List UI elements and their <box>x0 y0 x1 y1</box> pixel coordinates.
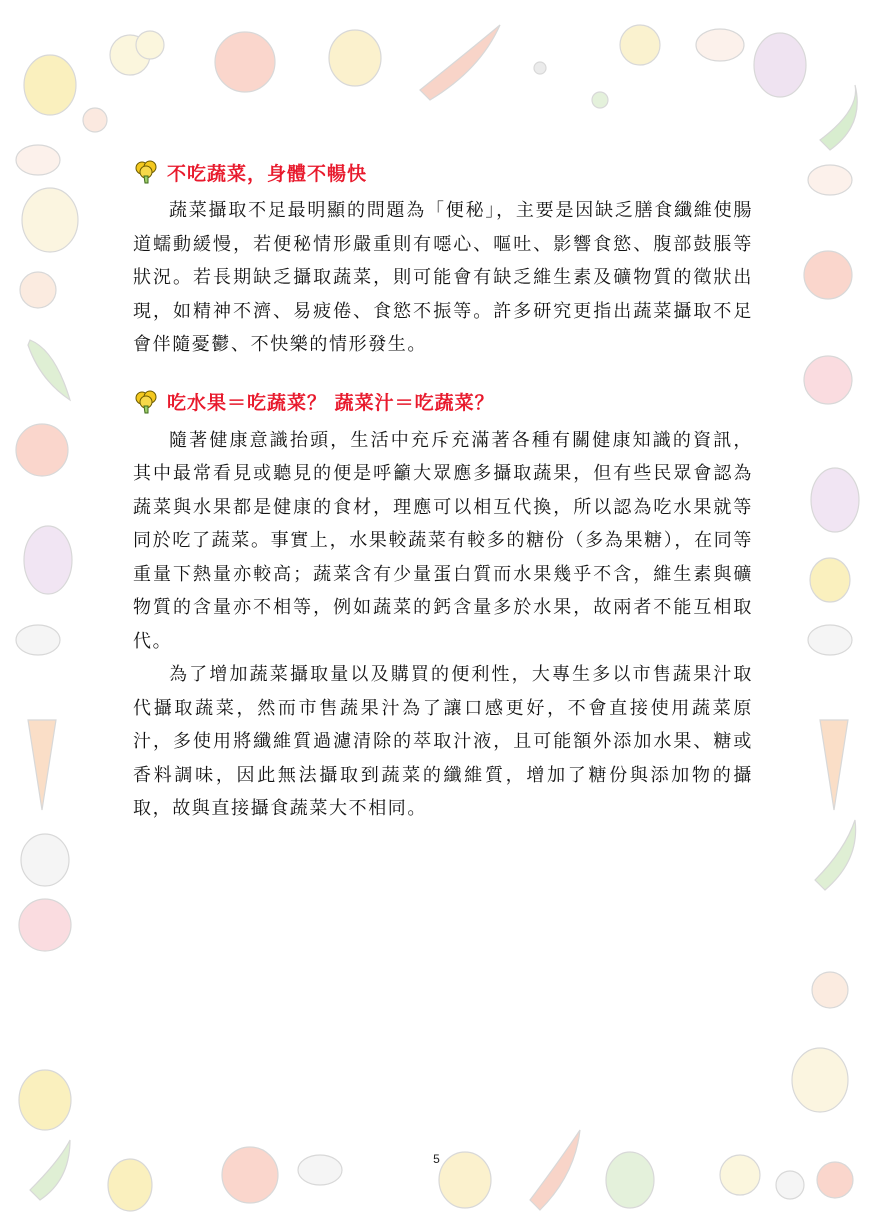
pepper-icon <box>24 55 76 115</box>
page-number: 5 <box>433 1152 440 1166</box>
radish-icon <box>19 899 71 951</box>
section-vegetable-deficiency <box>133 150 753 362</box>
carrot-icon <box>28 720 56 810</box>
carrot-icon <box>820 720 848 810</box>
pepper-icon <box>810 558 850 602</box>
mushroom-icon <box>16 145 60 175</box>
section-fruit-vs-vegetable <box>133 380 753 826</box>
onion-icon <box>329 30 381 86</box>
eggplant-icon <box>754 33 806 97</box>
tomato-icon <box>817 1162 853 1198</box>
pepper-icon <box>108 1159 152 1211</box>
pepper-icon <box>19 1070 71 1130</box>
chili-icon <box>815 820 856 890</box>
paragraph: 隨著健康意識抬頭，生活中充斥充滿著各種有關健康知識的資訊，其中最常看見或聽見的便是呼籲大眾應多攝取蔬果，但有些民眾會認為蔬菜與水果都是健康的食材，理應可以相互代換，所以認為吃水果就等同於吃了蔬菜。事實上，水果較蔬菜有較多的糖份（多為果糖），在同等重量下熱量亦較高；蔬菜含有少量蛋白質而水果幾乎不含，維生素與礦物質的含量亦不相等，例如蔬菜的鈣含量多於水果，故兩者不能互相取代。 <box>133 429 753 652</box>
section-heading <box>133 380 753 424</box>
mushroom-icon <box>808 625 852 655</box>
broccoli-icon <box>133 389 159 415</box>
broccoli-icon <box>20 272 56 308</box>
tomato-icon <box>215 32 275 92</box>
broccoli-icon <box>812 972 848 1008</box>
chili-icon <box>420 25 500 100</box>
main-content <box>133 150 753 826</box>
chili-icon <box>28 340 70 400</box>
broccoli-icon <box>133 159 159 185</box>
mushroom-icon <box>16 625 60 655</box>
section-heading-text: 吃水果＝吃蔬菜？ 蔬菜汁＝吃蔬菜？ <box>167 392 495 414</box>
paragraph: 為了增加蔬菜攝取量以及購買的便利性，大專生多以市售蔬果汁取代攝取蔬菜，然而市售蔬果汁為了讓口感更好，不會直接使用蔬菜原汁，多使用將纖維質過濾清除的萃取汁液，且可能額外添加水果、糖或香料調味，因此無法攝取到蔬菜的纖維質，增加了糖份與添加物的攝取，故與直接攝食蔬菜大不相同。 <box>133 664 753 819</box>
eggplant-icon <box>24 526 72 594</box>
radish-icon <box>804 356 852 404</box>
mushroom-icon <box>808 165 852 195</box>
chili-icon <box>530 1130 580 1210</box>
eggplant-icon <box>811 468 859 532</box>
broccoli-icon <box>110 31 164 75</box>
tomato-icon <box>804 251 852 299</box>
tomato-icon <box>16 424 68 476</box>
onion-icon <box>21 834 69 886</box>
broccoli-icon <box>620 25 660 65</box>
radish-icon <box>83 108 107 132</box>
chili-icon <box>30 1140 70 1200</box>
mushroom-icon <box>696 29 744 61</box>
paragraph: 蔬菜攝取不足最明顯的問題為「便秘」，主要是因缺乏膳食纖維使腸道蠕動緩慢，若便秘情形嚴重則有噁心、嘔吐、影響食慾、腹部鼓脹等狀況。若長期缺乏攝取蔬菜，則可能會有缺乏維生素及礦物質的徵狀出現，如精神不濟、易疲倦、食慾不振等。許多研究更指出蔬菜攝取不足會伴隨憂鬱、不快樂的情形發生。 <box>133 200 753 355</box>
onion-icon <box>792 1048 848 1112</box>
section-heading-text: 不吃蔬菜，身體不暢快 <box>167 162 368 185</box>
onion-icon <box>22 188 78 252</box>
section-heading <box>133 150 753 194</box>
pea-icon <box>776 1171 804 1199</box>
chili-icon <box>820 85 857 150</box>
pea-icon <box>534 62 608 108</box>
